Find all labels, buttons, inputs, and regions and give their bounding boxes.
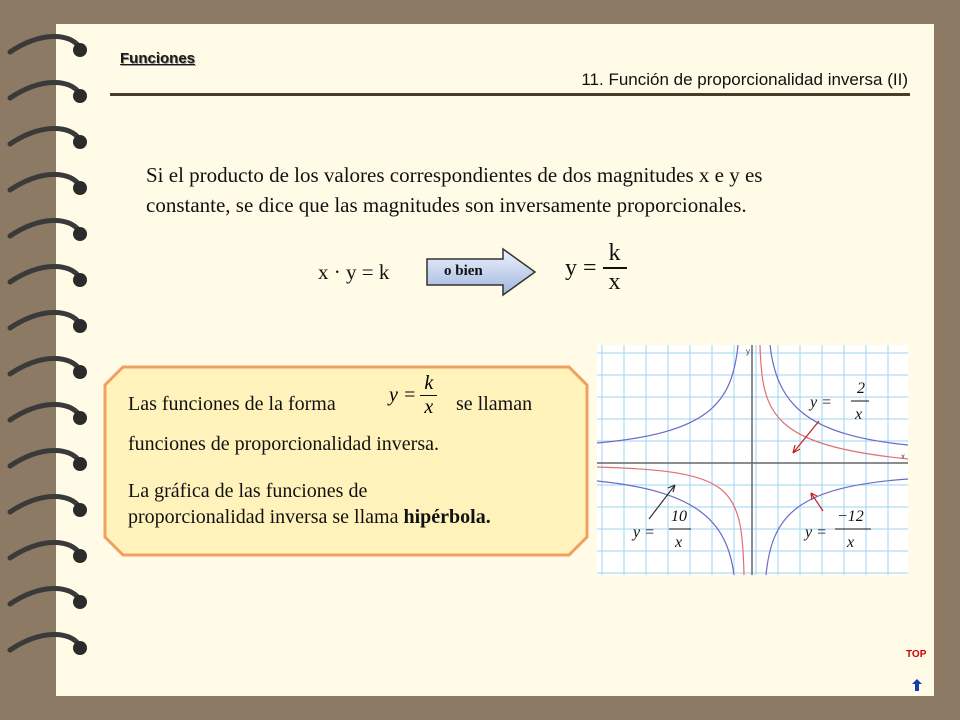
section-link[interactable]: Funciones [120, 50, 196, 67]
definition-text-before: Las funciones de la forma [128, 393, 336, 415]
hiperbola-term: hipérbola. [403, 506, 491, 528]
svg-text:x: x [855, 406, 863, 423]
hyperbola-graph [597, 345, 908, 575]
header-divider [110, 93, 910, 96]
product-formula: x · y = k [318, 260, 390, 284]
y-axis-label: y [746, 347, 750, 356]
page-title: 11. Función de proporcionalidad inversa (II) [581, 70, 908, 89]
definition-line-3b-text: proporcionalidad inversa se llama [128, 506, 404, 528]
definition-fraction [388, 372, 437, 419]
intro-line-1: Si el producto de los valores correspondientes de dos magnitudes x e y es [146, 163, 763, 187]
svg-text:y =: y = [805, 524, 827, 541]
svg-text:2: 2 [857, 380, 865, 397]
arrow-up-icon[interactable] [911, 678, 923, 692]
def-fraction-denominator: x [424, 396, 434, 418]
intro-paragraph [146, 160, 866, 220]
intro-line-2: constante, se dice que las magnitudes son inversamente proporcionales. [146, 193, 747, 217]
svg-text:10: 10 [671, 508, 687, 525]
x-axis-label: x [901, 452, 905, 461]
spiral-binding [0, 30, 100, 710]
fraction-denominator: x [608, 269, 621, 295]
definition-line-3b [128, 504, 578, 530]
svg-text:−12: −12 [837, 508, 864, 525]
connector-label: o bien [444, 263, 483, 279]
svg-text:x: x [675, 534, 683, 551]
svg-text:y =: y = [810, 394, 832, 411]
top-link[interactable]: TOP [906, 649, 927, 660]
def-fraction-lhs: y = [389, 384, 417, 406]
definition-line-3a: La gráfica de las funciones de [128, 480, 368, 502]
fraction-numerator: k [603, 240, 627, 268]
def-fraction-numerator: k [420, 372, 437, 396]
fraction-lhs: y = [565, 254, 597, 281]
svg-text:y =: y = [633, 524, 655, 541]
definition-line-3 [128, 478, 578, 530]
main-fraction [564, 240, 627, 296]
definition-line-2: funciones de proporcionalidad inversa. [128, 433, 440, 455]
definition-text-after: se llaman [456, 393, 533, 415]
svg-text:x: x [847, 534, 855, 551]
